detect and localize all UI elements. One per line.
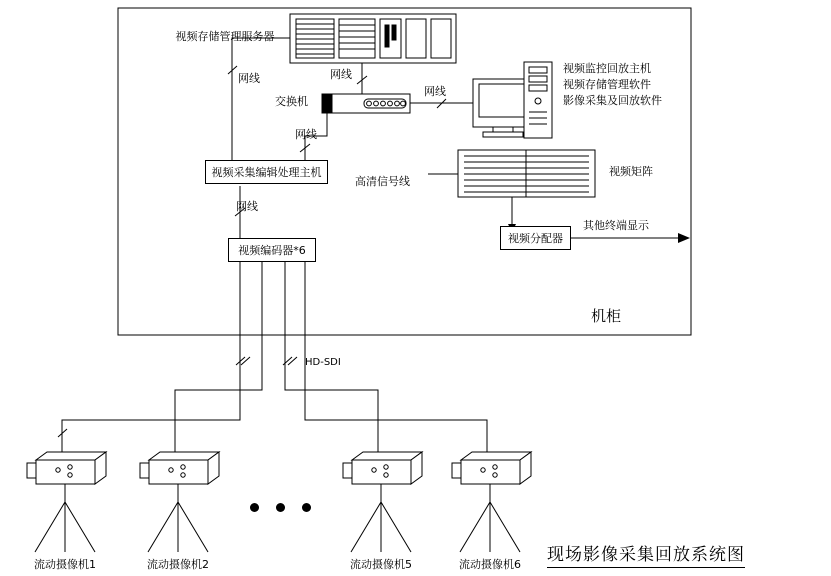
label-link-hd-sdi: HD-SDI: [305, 357, 341, 368]
label-encoder: 视频编码器*6: [228, 238, 316, 262]
label-cabinet: 机柜: [591, 307, 622, 325]
label-camera-1: 流动摄像机1: [34, 558, 96, 571]
camera-device-5: [343, 452, 422, 552]
link-encoder-cam5: [285, 254, 378, 455]
label-link-net4: 网线: [295, 128, 317, 141]
label-storage-server: 视频存储管理服务器: [175, 30, 275, 43]
label-monitor-host-line1: 视频监控回放主机: [563, 62, 651, 75]
label-monitor-host-line2: 视频存储管理软件: [563, 78, 651, 91]
diagram-title: 现场影像采集回放系统图: [547, 540, 745, 568]
label-link-net2: 网线: [330, 68, 352, 81]
storage-server-device: [290, 14, 456, 63]
tick-hdsdi-3: [283, 357, 292, 365]
label-link-net1: 网线: [238, 72, 260, 85]
label-other-terminal: 其他终端显示: [583, 219, 649, 232]
video-matrix-device: [458, 150, 595, 197]
tick-hdsdi-4: [288, 357, 297, 365]
ellipsis-dots: [250, 503, 311, 512]
link-encoder-cam1: [62, 254, 240, 455]
label-link-hd-signal: 高清信号线: [355, 175, 410, 188]
label-link-net3: 网线: [424, 85, 446, 98]
label-camera-2: 流动摄像机2: [147, 558, 209, 571]
arrow-other-terminal: [678, 233, 690, 243]
label-camera-6: 流动摄像机6: [459, 558, 521, 571]
network-switch-device: [322, 94, 410, 113]
camera-device-2: [140, 452, 219, 552]
label-switch: 交换机: [275, 95, 308, 108]
link-encoder-cam6: [305, 254, 487, 455]
label-video-matrix: 视频矩阵: [609, 165, 653, 178]
label-capture-host: 视频采集编辑处理主机: [205, 160, 328, 184]
camera-device-1: [27, 452, 106, 552]
link-encoder-cam2: [175, 254, 262, 455]
tick-hdsdi-2: [241, 357, 250, 365]
monitor-host-device: [473, 62, 552, 138]
label-monitor-host-line3: 影像采集及回放软件: [563, 94, 662, 107]
label-link-net5: 网线: [236, 200, 258, 213]
label-camera-5: 流动摄像机5: [350, 558, 412, 571]
label-video-splitter: 视频分配器: [500, 226, 571, 250]
camera-device-6: [452, 452, 531, 552]
